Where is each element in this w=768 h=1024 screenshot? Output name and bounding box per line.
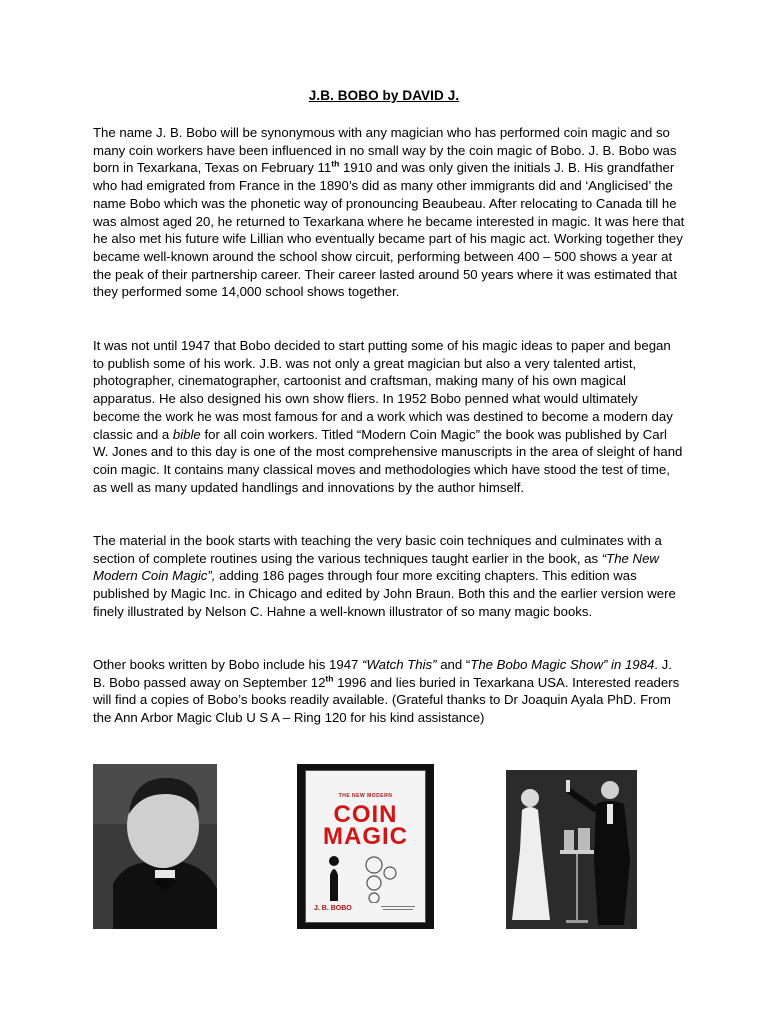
book-cover-photo [297,764,434,929]
paragraph-3-italic: “The New Modern Coin Magic”, [93,550,659,584]
superscript-th: th [331,159,340,170]
paragraph-4-text-d: 1996 and lies buried in Texarkana USA. Interested readers will find a copies of Bobo’s books readily available. (Grateful thanks to Dr Joaquin Ayala PhD. From the Ann Arbor Magic Club U S A – Ring 120 for his kind assistance) [93,674,680,726]
book-cover [305,770,426,923]
paragraph-2 [93,337,685,496]
cover-title-coin: COIN [333,801,398,828]
paragraph-4-italic-2: The Bobo Magic Show” in 1984 [470,657,655,672]
paragraph-2-italic: bible [172,426,201,442]
paragraph-1-text: The name J. B. Bobo will be synonymous with any magician who has performed coin magic and so many coin workers have been influenced in no small way by the coin magic of Bobo. J. B. Bobo was born in Texarkana, Texas on February 11 [93,125,677,176]
cover-title-magic: MAGIC [323,823,408,850]
paragraph-1 [93,124,685,301]
cover-subtitle: THE NEW MODERN [338,793,393,799]
superscript-th-2: th [325,673,334,684]
paragraph-4-text-c: . J. B. Bobo passed away on September 12 [93,657,672,690]
paragraph-2-text-cont: for all coin workers. Titled “Modern Coin Magic” the book was published by Carl W. Jones and to this day is one of the most comprehensive manuscripts in the area of sleight of hand coin magic. It contains many classical moves and methodologies which have stood the test of time, as well as many updated handlings and innovations by the author himself. [93,426,683,495]
paragraph-4 [93,656,685,727]
paragraph-4-italic-1: “Watch This” [362,657,437,672]
cover-artwork [312,853,420,903]
cover-publisher-mark [381,905,417,914]
document-title: J.B. BOBO by DAVID J. [308,88,460,103]
paragraph-3 [93,532,685,621]
paragraph-4-text-b: and “ [436,657,471,672]
paragraph-4-text: Other books written by Bobo include his 1947 [93,657,363,672]
paragraph-2-text: It was not until 1947 that Bobo decided to start putting some of his magic ideas to paper and began to publish some of his work. J.B. was not only a great magician but also a very talented artist, photographer, cinematographer, cartoonist and craftsman, making many of his own magical apparatus. He also designed his own show fliers. In 1952 Bobo penned what would ultimately become the work he was most famous for and a work which was destined to become a modern day classic and a [93,338,673,442]
portrait-photo [93,764,217,929]
paragraph-3-text: The material in the book starts with teaching the very basic coin techniques and culminates with a section of complete routines using the various techniques taught earlier in the book, as [93,533,662,566]
publisher-text-lines [381,905,417,913]
paragraph-3-text-cont: adding 186 pages through four more exciting chapters. This edition was published by Magic Inc. in Chicago and edited by John Braun. Both this and the earlier version were finely illustrated by Nelson C. Hahne a well-known illustrator of so many magic books. [93,568,676,619]
magic-act-illustration [506,770,637,929]
magic-act-photo [506,770,637,929]
cover-author: J. B. BOBO [314,905,352,912]
paragraph-1-text-cont: 1910 and was only given the initials J. B. His grandfather who had emigrated from France in the 1890’s did as many other immigrants did and ‘Anglicised’ the name Bobo which was the phonetic way of pronouncing Beaubeau. After relocating to Canada till he was almost aged 20, he returned to Texarkana where he became interested in magic. It was here that he also met his future wife Lillian who eventually became part of his magic act. Working together they became well-known around the school show circuit, performing between 400 – 500 shows a year at the peak of their partnership career. Their career lasted around 50 years where it was estimated that they performed some 14,000 school shows together. [93,160,685,300]
portrait-illustration [93,764,217,929]
